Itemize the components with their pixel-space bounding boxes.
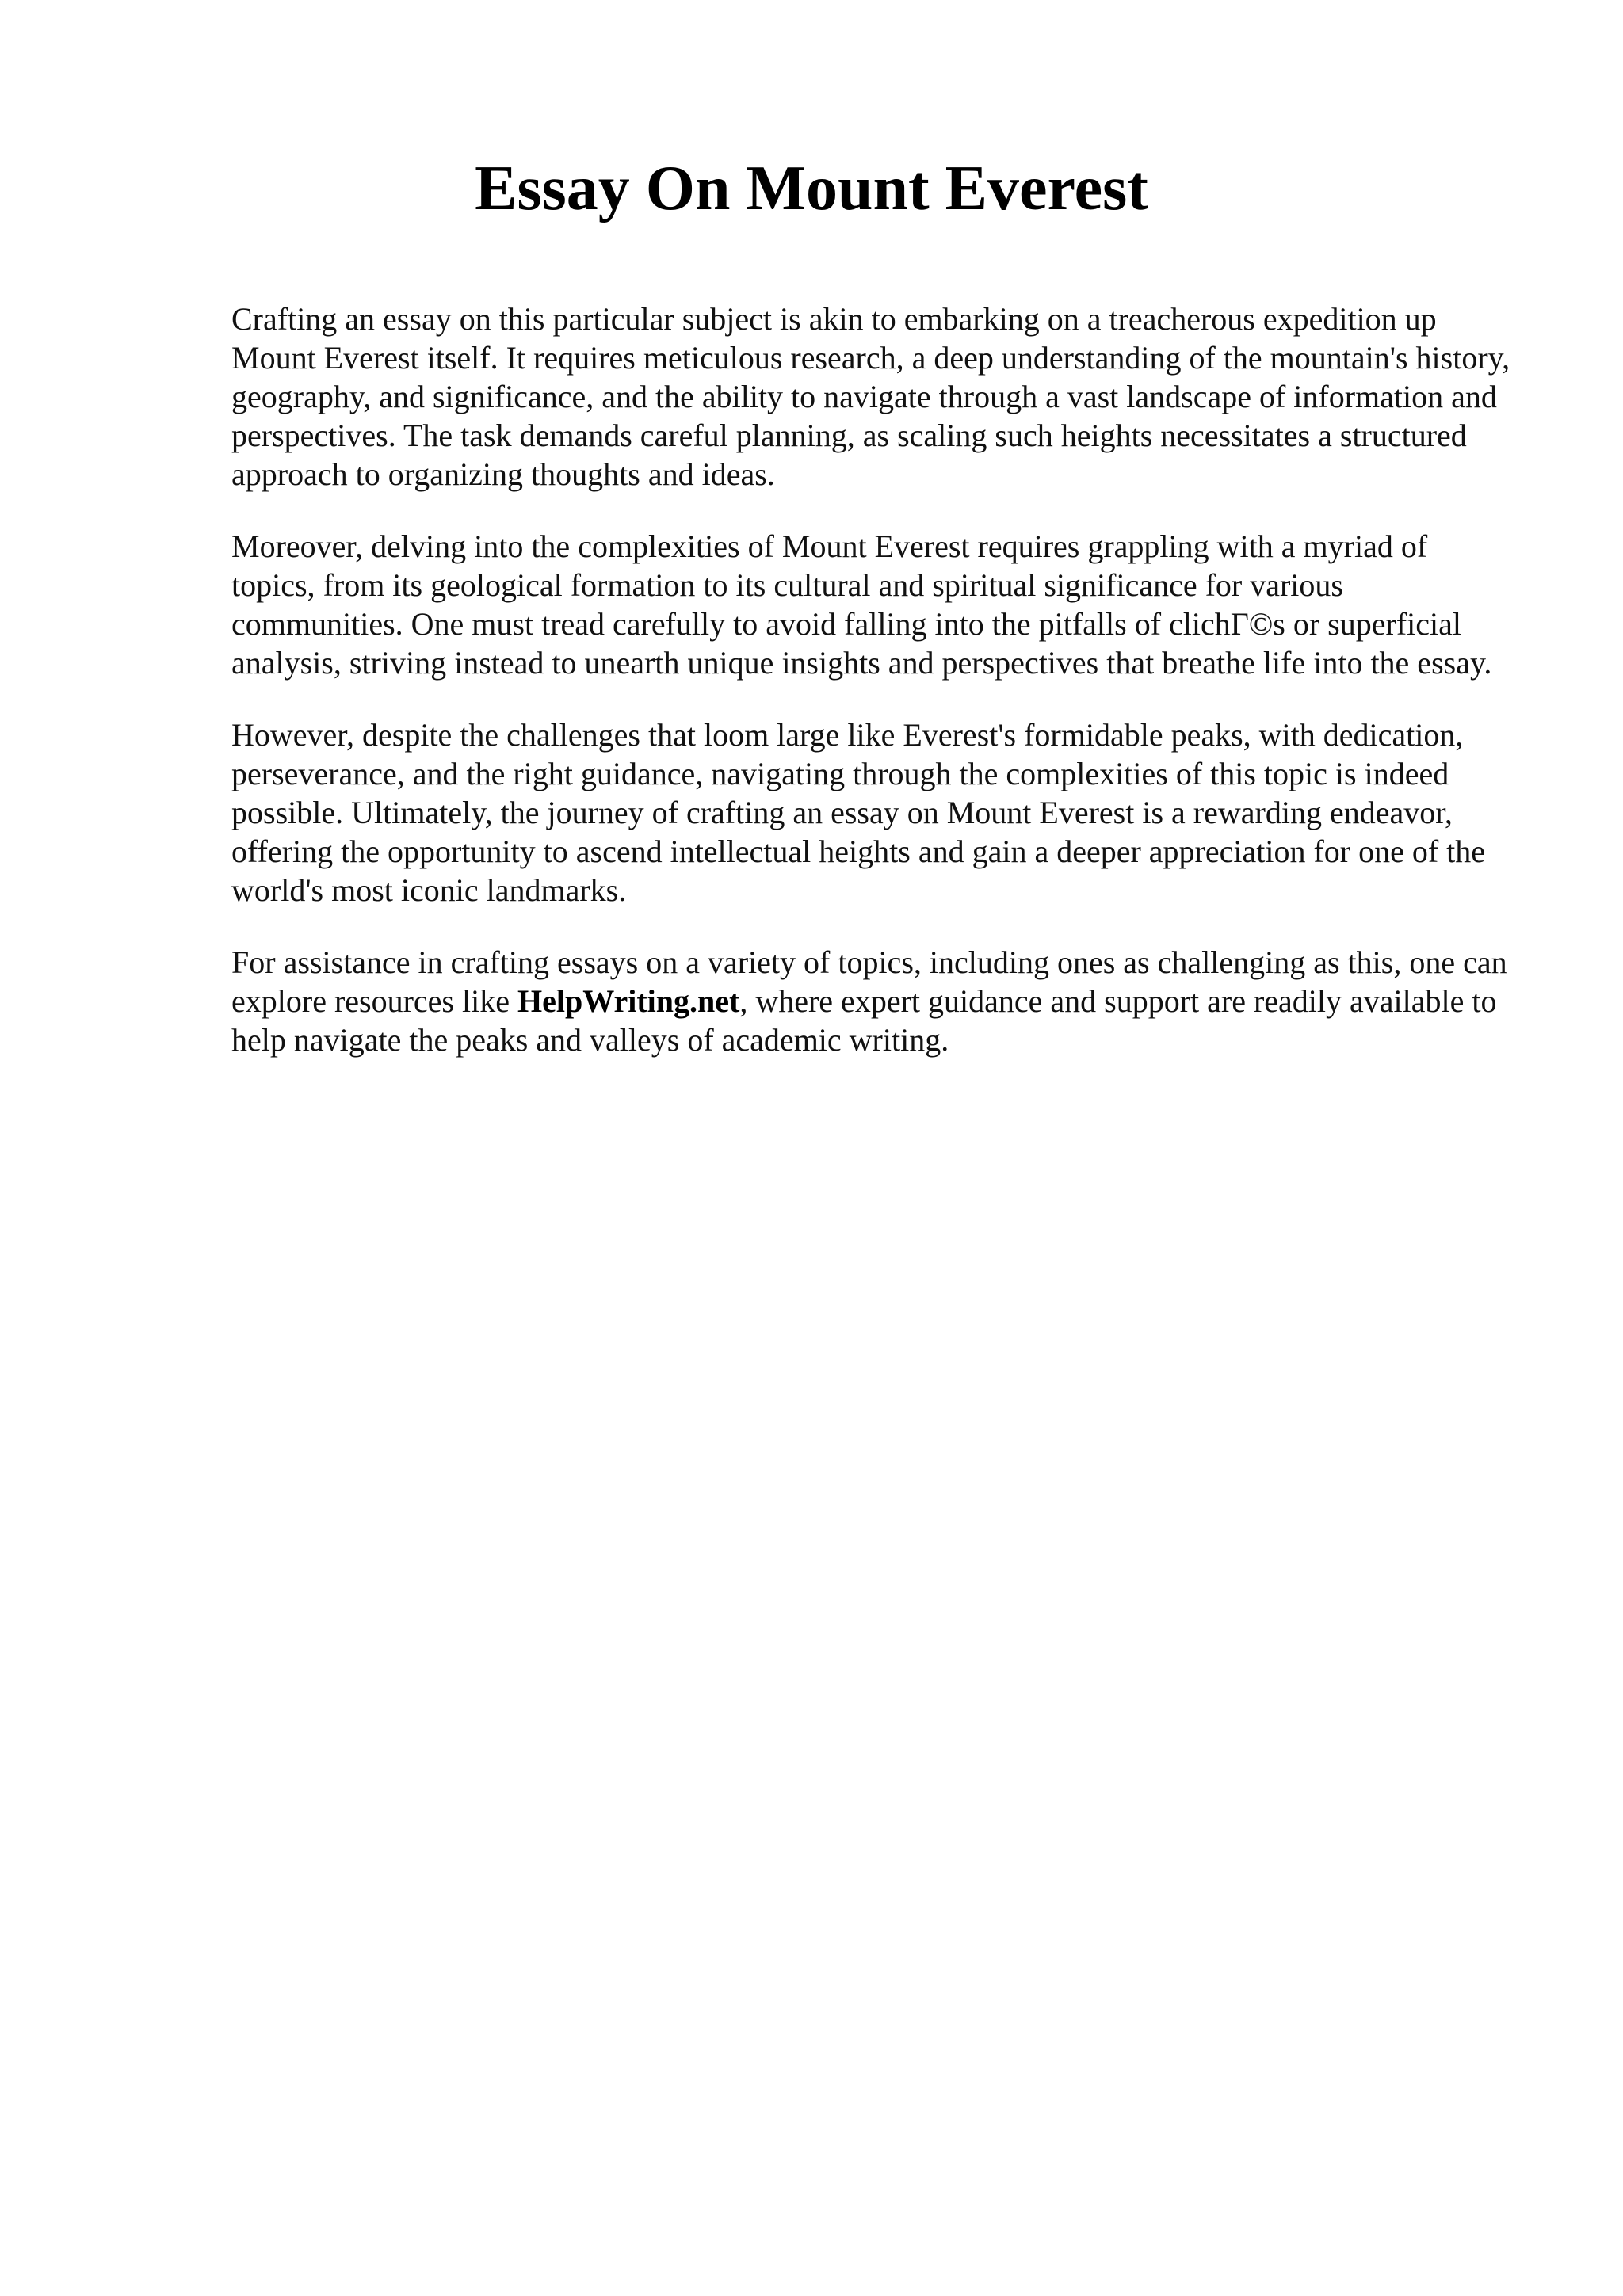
helpwriting-brand-name: HelpWriting.net <box>517 983 740 1019</box>
paragraph-4-text-before: For assistance in crafting essays on a variety of topics, including ones as challenging as this, one can explore resources like <box>231 944 1507 1019</box>
paragraph-4 <box>231 943 1515 1059</box>
essay-body <box>231 299 1515 1093</box>
paragraph-1: Crafting an essay on this particular subject is akin to embarking on a treacherous expedition up Mount Everest itself. It requires meticulous research, a deep understanding of the mountain's history, geography, and significance, and the ability to navigate through a vast landscape of information and perspectives. The task demands careful planning, as scaling such heights necessitates a structured approach to organizing thoughts and ideas. <box>231 301 1510 492</box>
page-title: Essay On Mount Everest <box>475 154 1148 223</box>
paragraph-3: However, despite the challenges that loom large like Everest's formidable peaks, with dedication, perseverance, and the right guidance, navigating through the complexities of this topic is indeed possible. Ultimately, the journey of crafting an essay on Mount Everest is a rewarding endeavor, offering the opportunity to ascend intellectual heights and gain a deeper appreciation for one of the world's most iconic landmarks. <box>231 717 1486 908</box>
paragraph-2: Moreover, delving into the complexities of Mount Everest requires grappling with a myriad of topics, from its geological formation to its cultural and spiritual significance for various communities. One must tread carefully to avoid falling into the pitfalls of clichΓ©s or superficial analysis, striving instead to unearth unique insights and perspectives that breathe life into the essay. <box>231 528 1492 681</box>
paragraph-4-text-after: , where expert guidance and support are readily available to help navigate the peaks and valleys of academic writing. <box>231 983 1497 1058</box>
